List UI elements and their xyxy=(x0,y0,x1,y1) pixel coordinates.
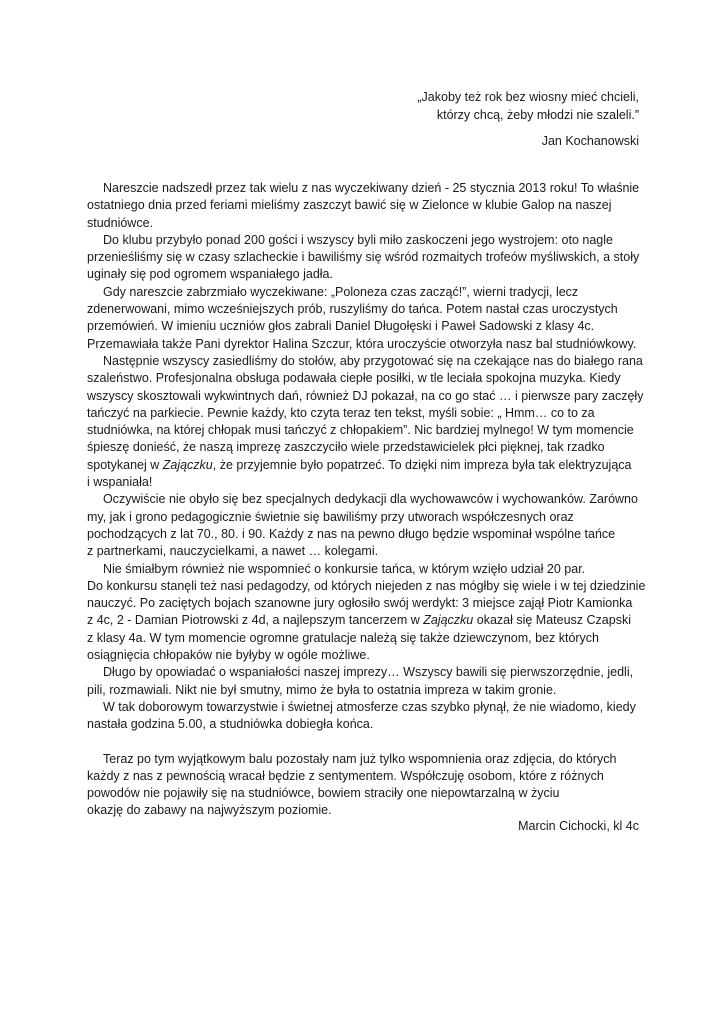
text-line: powodów nie pojawiły się na studniówce, bowiem straciły one niepowtarzalną w życiu xyxy=(87,786,560,801)
text-line: Przemawiała także Pani dyrektor Halina Szczur, która uroczyście otworzyła nasz bal studniówkowy. xyxy=(87,336,637,351)
text-line: Oczywiście nie obyło się bez specjalnych dedykacji dla wychowawców i wychowanków. Zarówno xyxy=(103,492,638,507)
text-line: Następnie wszyscy zasiedliśmy do stołów, aby przygotować się na czekające nas do białego rana xyxy=(103,353,643,368)
text-line: Gdy nareszcie zabrzmiało wyczekiwane: „Poloneza czas zacząć!”, wierni tradycji, lecz xyxy=(103,284,579,299)
venue-name-italic: Zajączku xyxy=(162,457,213,472)
text-line: osiągnięcia chłopaków nie byłyby w ogóle możliwe. xyxy=(87,648,370,663)
author-signature: Marcin Cichocki, kl 4c xyxy=(518,819,639,833)
text-line: pochodzących z lat 70., 80. i 90. Każdy z nas na pewno długo będzie wspominał wspólne tańce xyxy=(87,526,616,541)
text-line: i wspaniała! xyxy=(87,475,153,490)
text-line: nauczyć. Po zaciętych bojach szanowne jury ogłosiło swój werdykt: 3 miejsce zajął Piotr Kamionka xyxy=(87,596,633,611)
paragraph-gap xyxy=(87,734,645,751)
text-line: Nie śmiałbym również nie wspomnieć o konkursie tańca, w którym wzięło udział 20 par. xyxy=(103,561,586,576)
text-line: nastała godzina 5.00, a studniówka dobiegła końca. xyxy=(87,717,374,732)
text-segment: okazał się Mateusz Czapski xyxy=(473,613,631,628)
text-line: Do konkursu stanęli też nasi pedagodzy, od których niejeden z nas mógłby się wiele i w tej dziedzinie xyxy=(87,578,646,593)
text-line: studniówce. xyxy=(87,215,154,230)
text-line: my, jak i grono pedagogicznie świetnie się bawiliśmy przy utworach współczesnych oraz xyxy=(87,509,574,524)
text-line: przemówień. W imieniu uczniów głos zabrali Daniel Długołęski i Paweł Sadowski z klasy 4c. xyxy=(87,319,595,334)
epigraph-line: „Jakoby też rok bez wiosny mieć chcieli, xyxy=(417,90,639,104)
text-line xyxy=(87,457,645,474)
text-line: śpieszę donieść, że naszą imprezę zaszczyciło wiele przedstawicielek płci pięknej, tak rzadko xyxy=(87,440,605,455)
article-body xyxy=(87,180,645,820)
text-line: szaleństwo. Profesjonalna obsługa podawała ciepłe posiłki, w tle leciała spokojna muzyka. Kiedy xyxy=(87,371,621,386)
text-line: pili, rozmawiali. Nikt nie był smutny, mimo że była to ostatnia impreza w takim gronie. xyxy=(87,682,557,697)
text-line: okazję do zabawy na najwyższym poziomie. xyxy=(87,803,332,818)
text-line: przenieśliśmy się w czasy szlacheckie i bawiliśmy się wśród rozmaitych trofeów myśliwskich, a stoły xyxy=(87,250,640,265)
text-line: Do klubu przybyło ponad 200 gości i wszyscy byli miło zaskoczeni jego wystrojem: oto nagle xyxy=(103,232,613,247)
epigraph-author: Jan Kochanowski xyxy=(541,134,639,148)
text-line: zdenerwowani, mimo wcześniejszych prób, ruszyliśmy do tańca. Potem nastał czas uroczystych xyxy=(87,302,618,317)
text-line: Nareszcie nadszedł przez tak wielu z nas wyczekiwany dzień - 25 stycznia 2013 roku! To właśnie xyxy=(103,181,640,195)
text-line: z partnerkami, nauczycielkami, a nawet … kolegami. xyxy=(87,544,379,559)
text-line: tańczyć na parkiecie. Pewnie każdy, kto czyta teraz ten tekst, myśli sobie: „ Hmm… co to za xyxy=(87,405,595,420)
text-line: Długo by opowiadać o wspaniałości naszej imprezy… Wszyscy bawili się pierwszorzędnie, jedli, xyxy=(103,665,634,680)
text-segment: , że przyjemnie było popatrzeć. To dzięki nim impreza była tak elektryzująca xyxy=(212,457,632,472)
text-line xyxy=(87,612,645,629)
text-line: ostatniego dnia przed feriami mieliśmy zaszczyt bawić się w Zielonce w klubie Galop na naszej xyxy=(87,198,612,213)
text-line: z klasy 4a. W tym momencie ogromne gratulacje należą się także dziewczynom, bez których xyxy=(87,630,600,645)
venue-name-italic: Zajączku xyxy=(423,613,474,628)
text-line: Teraz po tym wyjątkowym balu pozostały nam już tylko wspomnienia oraz zdjęcia, do których xyxy=(103,751,617,766)
epigraph xyxy=(417,89,639,124)
text-line: uginały się pod ogromem wspaniałego jadła. xyxy=(87,267,333,282)
text-line: W tak doborowym towarzystwie i świetnej atmosferze czas szybko płynął, że nie wiadomo, kiedy xyxy=(103,699,636,714)
text-segment: spotykanej w xyxy=(87,457,163,472)
text-line: studniówka, na której chłopak musi tańczyć z chłopakiem”. Nic bardziej mylnego! W tym momencie xyxy=(87,423,634,438)
text-line: wszyscy skosztowali wykwintnych dań, również DJ pokazał, na co go stać … i pierwsze pary zaczęły xyxy=(87,388,644,403)
epigraph-line: którzy chcą, żeby młodzi nie szaleli.” xyxy=(436,107,639,122)
text-segment: z 4c, 2 - Damian Piotrowski z 4d, a najlepszym tancerzem w xyxy=(87,613,424,628)
text-line: każdy z nas z pewnością wracał będzie z sentymentem. Współczuję osobom, które z różnych xyxy=(87,768,604,783)
